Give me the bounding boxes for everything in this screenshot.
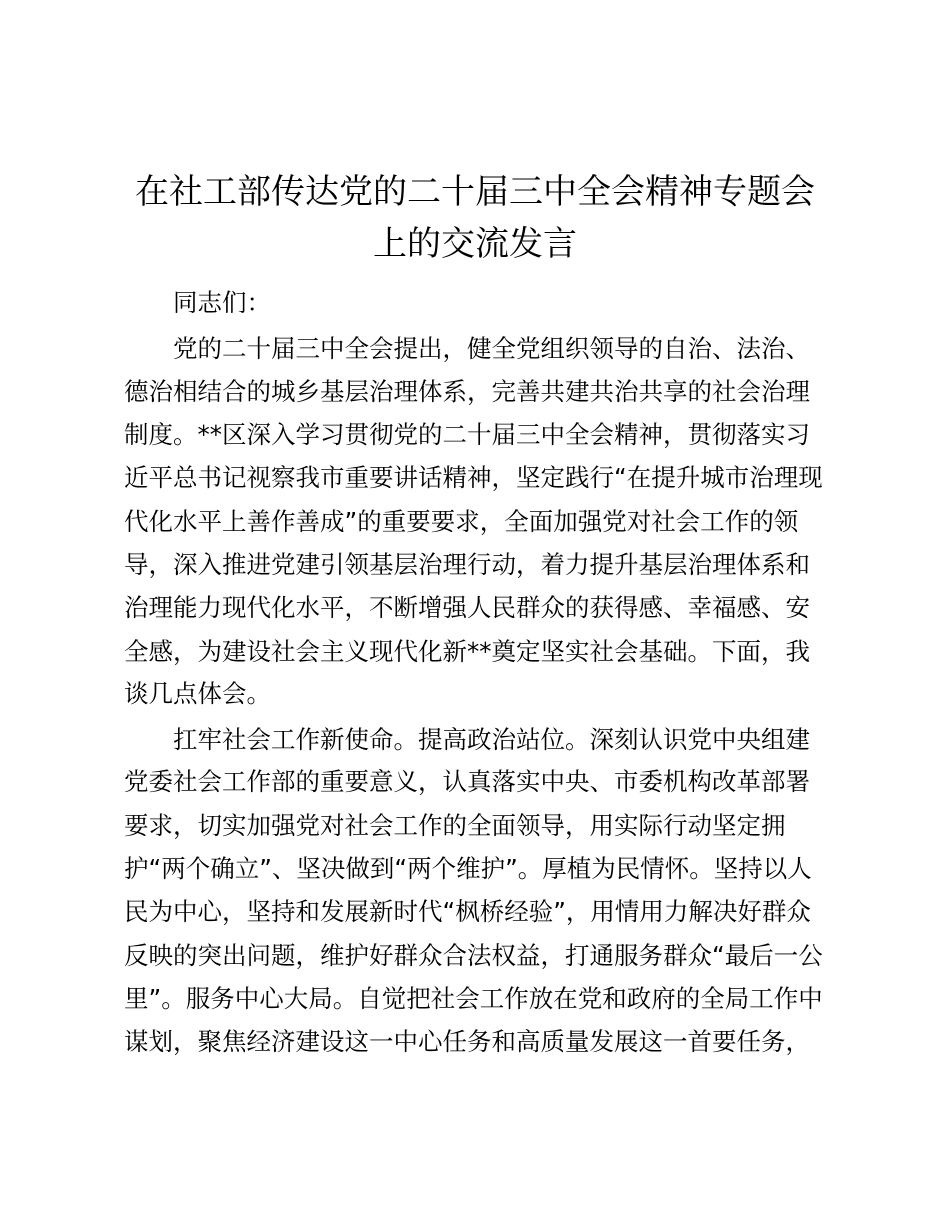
body-line-5: 代化水平上善作善成”的重要要求，全面加强党对社会工作的领 <box>124 507 799 536</box>
salutation: 同志们： <box>173 288 271 317</box>
body-line-4: 近平总书记视察我市重要讲话精神，坚定践行“在提升城市治理现 <box>124 463 823 492</box>
body-line-1: 党的二十届三中全会提出，健全党组织领导的自治、法治、 <box>173 334 810 363</box>
body-line-13: 护“两个确立”、坚决做到“两个维护”。厚植为民情怀。坚持以人 <box>124 854 812 883</box>
body-line-14: 民为中心，坚持和发展新时代“枫桥经验”，用情用力解决好群众 <box>124 897 811 926</box>
body-line-12: 要求，切实加强党对社会工作的全面领导，用实际行动坚定拥 <box>124 811 786 840</box>
document-title-line-2: 上的交流发言 <box>373 224 577 264</box>
document-title-line-1: 在社工部传达党的二十届三中全会精神专题会 <box>135 172 815 212</box>
body-line-3: 制度。**区深入学习贯彻党的二十届三中全会精神，贯彻落实习 <box>124 420 810 449</box>
body-line-15: 反映的突出问题，维护好群众合法权益，打通服务群众“最后一公 <box>124 941 823 970</box>
body-line-17: 谋划，聚焦经济建设这一中心任务和高质量发展这一首要任务， <box>124 1027 810 1056</box>
body-line-6: 导，深入推进党建引领基层治理行动，着力提升基层治理体系和 <box>124 550 810 579</box>
body-line-7: 治理能力现代化水平，不断增强人民群众的获得感、幸福感、安 <box>124 593 810 622</box>
body-line-10: 扛牢社会工作新使命。提高政治站位。深刻认识党中央组建 <box>173 725 810 754</box>
body-line-9: 谈几点体会。 <box>124 679 271 708</box>
body-line-16: 里”。服务中心大局。自觉把社会工作放在党和政府的全局工作中 <box>124 984 823 1013</box>
body-line-2: 德治相结合的城乡基层治理体系，完善共建共治共享的社会治理 <box>124 377 810 406</box>
body-line-11: 党委社会工作部的重要意义，认真落实中央、市委机构改革部署 <box>124 767 810 796</box>
body-line-8: 全感，为建设社会主义现代化新**奠定坚实社会基础。下面，我 <box>124 637 810 666</box>
